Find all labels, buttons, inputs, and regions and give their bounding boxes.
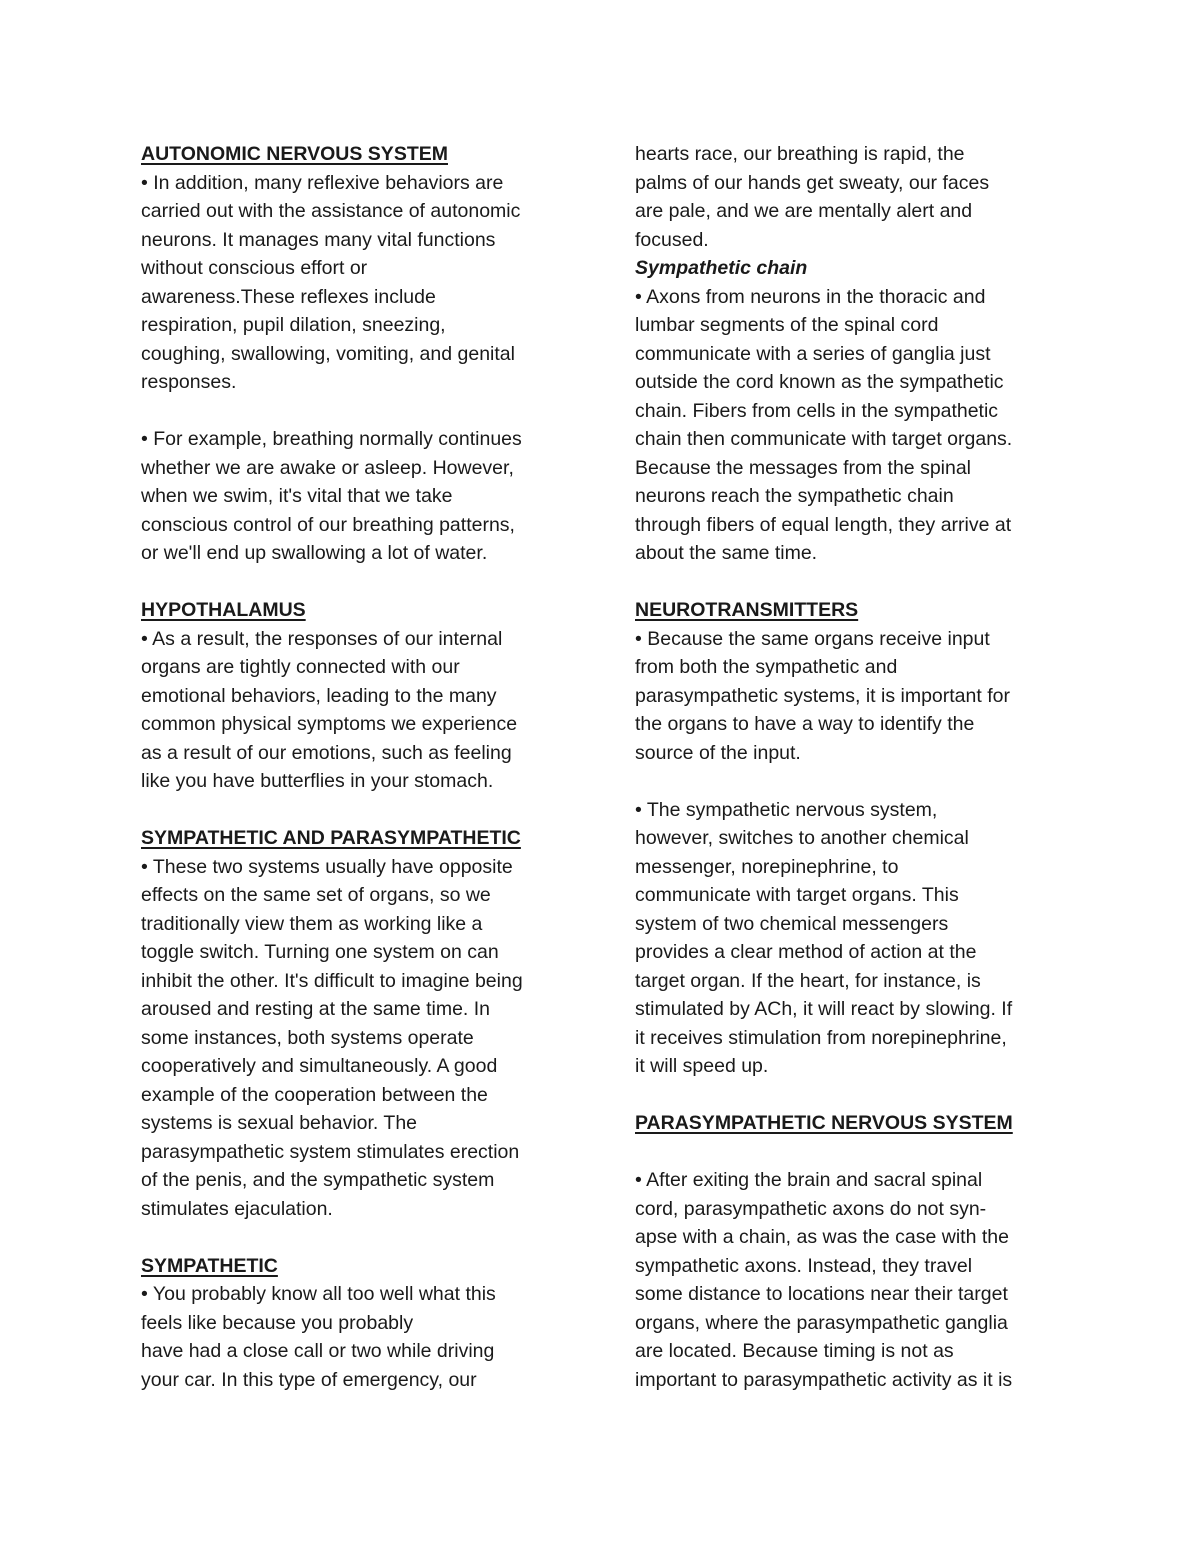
text-line: • These two systems usually have opposite [141, 855, 513, 878]
text-line: awareness.These reflexes include [141, 285, 436, 308]
text-line: feels like because you probably [141, 1311, 414, 1334]
text-line: as a result of our emotions, such as feeling [141, 741, 512, 764]
text-line: aroused and resting at the same time. In [141, 998, 491, 1020]
text-line: traditionally view them as working like a [141, 912, 483, 935]
sympathetic-parasympathetic-paragraph-1 [141, 853, 581, 1224]
text-line: organs, where the parasympathetic ganglia [635, 1311, 1008, 1334]
text-line: • After exiting the brain and sacral spinal [635, 1169, 983, 1191]
text-line: effects on the same set of organs, so we [141, 884, 491, 906]
text-line: when we swim, it's vital that we take [141, 485, 453, 507]
text-line: carried out with the assistance of autonomic [141, 200, 521, 222]
text-line: some instances, both systems operate [141, 1026, 474, 1049]
text-line: without conscious effort or [141, 257, 368, 279]
text-line: lumbar segments of the spinal cord [635, 314, 939, 336]
text-line: whether we are awake or asleep. However, [141, 456, 514, 479]
paragraph-spacer [635, 568, 1075, 597]
text-line: responses. [141, 371, 237, 393]
text-line: source of the input. [635, 741, 801, 764]
text-line: like you have butterflies in your stomach. [141, 770, 494, 792]
neurotransmitters-paragraph-2 [635, 796, 1075, 1081]
text-line: • You probably know all too well what this [141, 1283, 496, 1305]
text-line: target organ. If the heart, for instance, is [635, 969, 981, 992]
sympathetic-continued-paragraph [635, 140, 1075, 254]
right-column [635, 140, 1075, 1394]
section-heading-hypothalamus: HYPOTHALAMUS [141, 599, 306, 621]
left-column [141, 140, 581, 1394]
paragraph-spacer [635, 1138, 1075, 1167]
text-line: conscious control of our breathing patterns, [141, 513, 515, 536]
paragraph-spacer [141, 796, 581, 825]
text-line: outside the cord known as the sympathetic [635, 371, 1004, 393]
text-line: • For example, breathing normally continues [141, 428, 522, 450]
paragraph-spacer [141, 568, 581, 597]
text-line: or we'll end up swallowing a lot of water. [141, 542, 488, 564]
text-line: common physical symptoms we experience [141, 713, 518, 735]
text-line: systems is sexual behavior. The [141, 1112, 418, 1134]
text-line: stimulates ejaculation. [141, 1197, 333, 1220]
text-line: some distance to locations near their target [635, 1283, 1008, 1305]
text-line: organs are tightly connected with our [141, 656, 460, 678]
text-line: focused. [635, 228, 709, 251]
text-line: sympathetic axons. Instead, they travel [635, 1254, 973, 1277]
text-line: apse with a chain, as was the case with the [635, 1226, 1009, 1248]
text-line: example of the cooperation between the [141, 1083, 488, 1106]
text-line: provides a clear method of action at the [635, 941, 977, 963]
text-line: communicate with a series of ganglia just [635, 342, 991, 365]
text-line: it receives stimulation from norepinephrine, [635, 1026, 1007, 1049]
text-line: • In addition, many reflexive behaviors are [141, 171, 504, 194]
autonomic-paragraph-1 [141, 169, 581, 397]
text-line: are located. Because timing is not as [635, 1340, 954, 1362]
text-line: have had a close call or two while driving [141, 1340, 495, 1362]
text-line: • The sympathetic nervous system, [635, 798, 938, 821]
text-line: palms of our hands get sweaty, our faces [635, 171, 990, 194]
text-line: respiration, pupil dilation, sneezing, [141, 314, 446, 336]
text-line: neurons. It manages many vital functions [141, 228, 496, 251]
text-line: • Because the same organs receive input [635, 627, 990, 650]
paragraph-spacer [635, 1081, 1075, 1110]
text-line: important to parasympathetic activity as it is [635, 1368, 1013, 1391]
paragraph-spacer [141, 397, 581, 426]
paragraph-spacer [635, 767, 1075, 796]
text-line: • As a result, the responses of our internal [141, 627, 503, 650]
sympathetic-paragraph-1 [141, 1280, 581, 1394]
text-line: from both the sympathetic and [635, 656, 898, 678]
text-line: hearts race, our breathing is rapid, the [635, 143, 965, 165]
text-line: parasympathetic systems, it is important for [635, 684, 1010, 707]
text-line: inhibit the other. It's difficult to imagine being [141, 969, 523, 992]
text-line: system of two chemical messengers [635, 912, 949, 935]
text-line: cooperatively and simultaneously. A good [141, 1055, 498, 1077]
section-heading-sympathetic: SYMPATHETIC [141, 1254, 278, 1277]
autonomic-paragraph-2 [141, 425, 581, 568]
text-line: toggle switch. Turning one system on can [141, 941, 499, 963]
section-heading-sympathetic-and-parasympathetic: SYMPATHETIC AND PARASYMPATHETIC [141, 827, 521, 849]
text-line: neurons reach the sympathetic chain [635, 485, 954, 507]
hypothalamus-paragraph-1 [141, 625, 581, 796]
text-line: parasympathetic system stimulates erection [141, 1140, 520, 1163]
section-heading-autonomic: AUTONOMIC NERVOUS SYSTEM [141, 143, 448, 165]
text-line: emotional behaviors, leading to the many [141, 684, 497, 707]
text-line: communicate with target organs. This [635, 884, 959, 906]
neurotransmitters-paragraph-1 [635, 625, 1075, 768]
text-line: • Axons from neurons in the thoracic and [635, 285, 986, 308]
text-line: through fibers of equal length, they arrive at [635, 513, 1012, 536]
text-line: of the penis, and the sympathetic system [141, 1169, 495, 1191]
text-line: chain then communicate with target organs. [635, 428, 1013, 450]
text-line: chain. Fibers from cells in the sympathetic [635, 399, 999, 422]
text-line: it will speed up. [635, 1055, 769, 1077]
parasympathetic-paragraph-1 [635, 1166, 1075, 1394]
paragraph-spacer [141, 1223, 581, 1252]
text-line: about the same time. [635, 542, 818, 564]
text-line: Because the messages from the spinal [635, 456, 972, 479]
sympathetic-chain-paragraph [635, 283, 1075, 568]
text-line: cord, parasympathetic axons do not syn- [635, 1197, 987, 1220]
text-line: stimulated by ACh, it will react by slowing. If [635, 998, 1013, 1020]
text-line: your car. In this type of emergency, our [141, 1368, 477, 1391]
text-line: however, switches to another chemical [635, 827, 969, 849]
section-heading-parasympathetic-nervous-system: PARASYMPATHETIC NERVOUS SYSTEM [635, 1112, 1013, 1134]
section-heading-neurotransmitters: NEUROTRANSMITTERS [635, 599, 859, 621]
text-line: the organs to have a way to identify the [635, 713, 975, 735]
subheading-sympathetic-chain: Sympathetic chain [635, 257, 808, 279]
text-line: are pale, and we are mentally alert and [635, 200, 973, 222]
text-line: messenger, norepinephrine, to [635, 855, 899, 878]
text-line: coughing, swallowing, vomiting, and genital [141, 342, 515, 365]
